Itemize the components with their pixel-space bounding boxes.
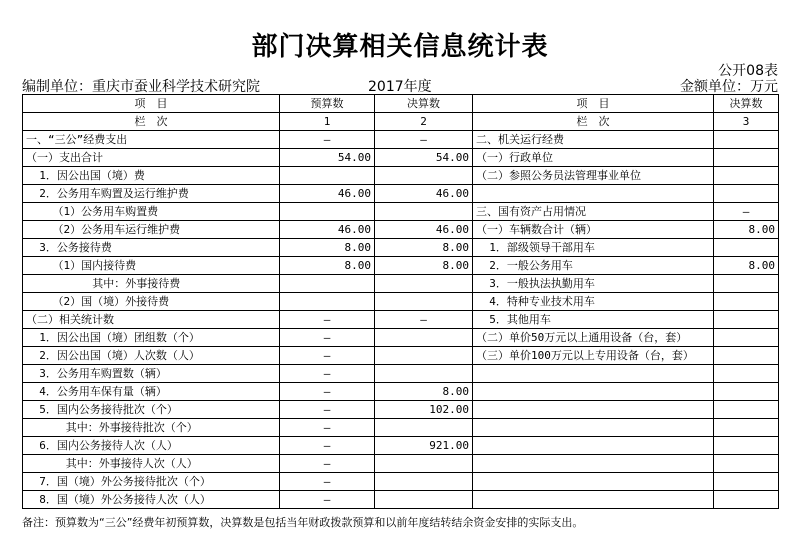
row-final-value-left: —	[375, 131, 473, 149]
row-budget-value: —	[280, 491, 375, 509]
row-item-right	[473, 365, 714, 383]
row-item-left: 其中：外事接待费	[23, 275, 280, 293]
table-row	[23, 257, 779, 275]
row-final-value-left: 8.00	[375, 257, 473, 275]
row-item-left: 2．公务用车购置及运行维护费	[23, 185, 280, 203]
fiscal-year: 2017年度	[368, 79, 432, 95]
row-final-value-left: 46.00	[375, 221, 473, 239]
row-final-value-left	[375, 275, 473, 293]
row-budget-value: 54.00	[280, 149, 375, 167]
column-number-row	[23, 113, 779, 131]
row-item-right	[473, 401, 714, 419]
column-number-3: 3	[714, 113, 779, 131]
row-budget-value: —	[280, 473, 375, 491]
header-item-right: 项 目	[473, 95, 714, 113]
row-budget-value: 46.00	[280, 221, 375, 239]
row-final-value-left	[375, 203, 473, 221]
row-item-left: （1）公务用车购置费	[23, 203, 280, 221]
table-row	[23, 203, 779, 221]
row-final-value-right	[714, 437, 779, 455]
row-item-right: 三、国有资产占用情况	[473, 203, 714, 221]
row-final-value-left: 102.00	[375, 401, 473, 419]
table-row	[23, 365, 779, 383]
row-item-left: 其中：外事接待批次（个）	[23, 419, 280, 437]
row-final-value-left: 54.00	[375, 149, 473, 167]
table-row	[23, 437, 779, 455]
row-budget-value: —	[280, 329, 375, 347]
row-item-right	[473, 437, 714, 455]
row-budget-value: 8.00	[280, 257, 375, 275]
row-item-right	[473, 383, 714, 401]
row-item-right: 3．一般执法执勤用车	[473, 275, 714, 293]
table-row	[23, 131, 779, 149]
table-row	[23, 239, 779, 257]
row-final-value-right	[714, 329, 779, 347]
footnote: 备注：预算数为“三公”经费年初预算数，决算数是包括当年财政拨款预算和以前年度结转结余资金安排的实际支出。	[22, 516, 584, 529]
row-final-value-right: —	[714, 203, 779, 221]
table-row	[23, 221, 779, 239]
row-final-value-right	[714, 365, 779, 383]
amount-unit: 金额单位：万元	[680, 79, 778, 95]
header-item-left: 项 目	[23, 95, 280, 113]
row-final-value-right	[714, 311, 779, 329]
table-row	[23, 167, 779, 185]
table-row	[23, 401, 779, 419]
row-item-left: （一）支出合计	[23, 149, 280, 167]
row-budget-value: 8.00	[280, 239, 375, 257]
table-row	[23, 275, 779, 293]
row-item-right: 1．部级领导干部用车	[473, 239, 714, 257]
row-budget-value: —	[280, 311, 375, 329]
column-label-right: 栏 次	[473, 113, 714, 131]
table-row	[23, 185, 779, 203]
row-item-left: 一、“三公”经费支出	[23, 131, 280, 149]
row-item-right	[473, 473, 714, 491]
row-final-value-left: 8.00	[375, 239, 473, 257]
row-item-left: （2）国（境）外接待费	[23, 293, 280, 311]
row-item-left: 3．公务接待费	[23, 239, 280, 257]
table-row	[23, 455, 779, 473]
row-item-right: （一）行政单位	[473, 149, 714, 167]
row-final-value-right	[714, 383, 779, 401]
column-number-1: 1	[280, 113, 375, 131]
table-row	[23, 329, 779, 347]
row-item-right: （三）单价100万元以上专用设备（台，套）	[473, 347, 714, 365]
row-item-right: 5．其他用车	[473, 311, 714, 329]
table-row	[23, 383, 779, 401]
table-row	[23, 473, 779, 491]
row-final-value-right	[714, 149, 779, 167]
row-final-value-right	[714, 473, 779, 491]
table-row	[23, 293, 779, 311]
header-row	[23, 95, 779, 113]
row-item-right: （二）单价50万元以上通用设备（台，套）	[473, 329, 714, 347]
row-final-value-right	[714, 293, 779, 311]
row-item-left: 其中：外事接待人次（人）	[23, 455, 280, 473]
table-row	[23, 491, 779, 509]
table-row	[23, 419, 779, 437]
row-final-value-right: 8.00	[714, 257, 779, 275]
row-item-left: 3．公务用车购置数（辆）	[23, 365, 280, 383]
row-budget-value: —	[280, 455, 375, 473]
row-budget-value	[280, 167, 375, 185]
row-budget-value	[280, 293, 375, 311]
row-budget-value	[280, 203, 375, 221]
row-final-value-right	[714, 239, 779, 257]
row-item-left: 5．国内公务接待批次（个）	[23, 401, 280, 419]
row-budget-value: —	[280, 131, 375, 149]
table-row	[23, 347, 779, 365]
row-budget-value: —	[280, 347, 375, 365]
column-label-left: 栏 次	[23, 113, 280, 131]
row-final-value-left: 921.00	[375, 437, 473, 455]
row-item-left: 1．因公出国（境）团组数（个）	[23, 329, 280, 347]
row-final-value-right	[714, 347, 779, 365]
row-budget-value: 46.00	[280, 185, 375, 203]
form-number: 公开08表	[718, 63, 778, 79]
row-item-left: 4．公务用车保有量（辆）	[23, 383, 280, 401]
row-item-left: （1）国内接待费	[23, 257, 280, 275]
row-final-value-right	[714, 131, 779, 149]
row-final-value-right	[714, 401, 779, 419]
row-final-value-left: —	[375, 311, 473, 329]
header-budget: 预算数	[280, 95, 375, 113]
row-item-left: 7．国（境）外公务接待批次（个）	[23, 473, 280, 491]
row-item-right	[473, 185, 714, 203]
row-final-value-right: 8.00	[714, 221, 779, 239]
row-item-left: 1．因公出国（境）费	[23, 167, 280, 185]
row-final-value-left	[375, 293, 473, 311]
row-final-value-left	[375, 365, 473, 383]
row-item-right	[473, 419, 714, 437]
row-budget-value: —	[280, 419, 375, 437]
row-final-value-right	[714, 419, 779, 437]
row-item-left: 2．因公出国（境）人次数（人）	[23, 347, 280, 365]
row-final-value-left	[375, 167, 473, 185]
row-budget-value: —	[280, 365, 375, 383]
header-final-left: 决算数	[375, 95, 473, 113]
row-final-value-left	[375, 419, 473, 437]
row-final-value-left	[375, 473, 473, 491]
row-item-right: 二、机关运行经费	[473, 131, 714, 149]
row-final-value-left	[375, 329, 473, 347]
table-row	[23, 149, 779, 167]
reporting-unit: 编制单位：重庆市蚕业科学技术研究院	[22, 79, 260, 95]
row-final-value-right	[714, 275, 779, 293]
row-item-left: （2）公务用车运行维护费	[23, 221, 280, 239]
row-final-value-right	[714, 455, 779, 473]
row-final-value-left	[375, 455, 473, 473]
row-item-right: 2．一般公务用车	[473, 257, 714, 275]
header-final-right: 决算数	[714, 95, 779, 113]
row-final-value-right	[714, 491, 779, 509]
row-final-value-left: 46.00	[375, 185, 473, 203]
row-item-right: （一）车辆数合计（辆）	[473, 221, 714, 239]
column-number-2: 2	[375, 113, 473, 131]
row-item-right: （二）参照公务员法管理事业单位	[473, 167, 714, 185]
row-budget-value	[280, 275, 375, 293]
row-item-right: 4．特种专业技术用车	[473, 293, 714, 311]
row-final-value-right	[714, 185, 779, 203]
row-item-left: （二）相关统计数	[23, 311, 280, 329]
row-final-value-right	[714, 167, 779, 185]
table-row	[23, 311, 779, 329]
row-budget-value: —	[280, 383, 375, 401]
row-final-value-left	[375, 491, 473, 509]
row-item-right	[473, 491, 714, 509]
row-item-left: 6．国内公务接待人次（人）	[23, 437, 280, 455]
statistics-table	[22, 94, 779, 509]
row-final-value-left	[375, 347, 473, 365]
row-item-right	[473, 455, 714, 473]
row-budget-value: —	[280, 401, 375, 419]
page-title: 部门决算相关信息统计表	[251, 32, 549, 62]
row-item-left: 8．国（境）外公务接待人次（人）	[23, 491, 280, 509]
row-budget-value: —	[280, 437, 375, 455]
row-final-value-left: 8.00	[375, 383, 473, 401]
